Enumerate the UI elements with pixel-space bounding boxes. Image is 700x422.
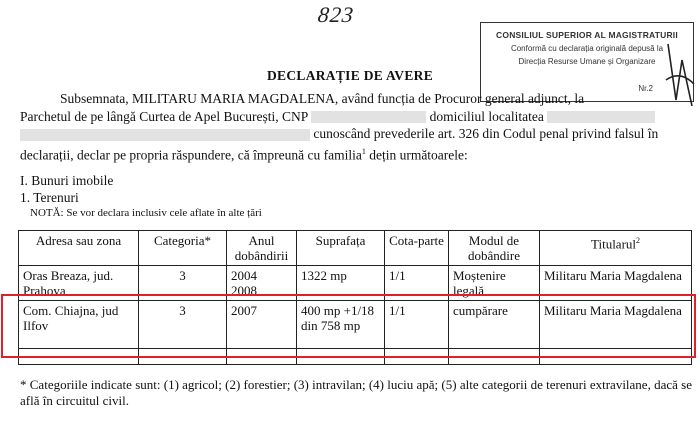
stamp-nr: Nr.2 xyxy=(638,84,653,93)
cell-suprafata: 1322 mp xyxy=(297,266,385,301)
cell-suprafata: 400 mp +1/18 din 758 mp xyxy=(297,301,385,349)
cell-titular: Militaru Maria Magdalena xyxy=(540,301,692,349)
header-cota: Cota-parte xyxy=(385,231,449,266)
intro-line-1: Subsemnata, MILITARU MARIA MAGDALENA, având funcția de Procuror general adjunct, la xyxy=(60,91,585,106)
header-titular-label: Titularul xyxy=(590,236,637,252)
footnote-ref-2: 2 xyxy=(636,236,641,245)
intro-line-4b: dețin următoarele: xyxy=(365,147,468,162)
intro-line-2b: domiciliul localitatea xyxy=(429,108,544,124)
table-header-row xyxy=(19,231,692,266)
cell-categoria: 3 xyxy=(139,266,227,301)
cell-adresa: Com. Chiajna, jud Ilfov xyxy=(19,301,139,349)
cell-adresa: Oras Breaza, jud. Prahova xyxy=(19,266,139,301)
stamp-line-3: Direcția Resurse Umane și Organizare xyxy=(518,57,656,66)
intro-line-3 xyxy=(20,125,692,143)
intro-line-4 xyxy=(20,143,692,164)
page-number: 823 xyxy=(316,2,356,27)
highlight-box xyxy=(1,294,696,358)
declaration-intro xyxy=(20,90,692,222)
redacted-cnp xyxy=(311,111,426,123)
intro-line-2 xyxy=(20,108,692,126)
stamp-line-2: Conformă cu declarația originală depusă la xyxy=(510,44,664,53)
stamp-line-1: CONSILIUL SUPERIOR AL MAGISTRATURII xyxy=(496,30,678,40)
cell-titular: Militaru Maria Magdalena xyxy=(540,266,692,301)
nota: NOTĂ: Se vor declara inclusiv cele aflate în alte țări xyxy=(30,206,262,219)
redacted-locality xyxy=(547,111,655,123)
redacted-address xyxy=(20,129,310,141)
intro-line-3-text: cunoscând prevederile art. 326 din Codul penal privind falsul în xyxy=(313,126,659,141)
cell-cota: 1/1 xyxy=(385,266,449,301)
cell-anul: 2007 xyxy=(227,301,297,349)
footnote-ref-1: 1 xyxy=(361,146,366,156)
document-title: DECLARAȚIE DE AVERE xyxy=(267,68,433,83)
header-modul: Modul de dobândire xyxy=(449,231,540,266)
section-bunuri-imobile: I. Bunuri imobile xyxy=(20,172,114,188)
header-anul: Anul dobândirii xyxy=(227,231,297,266)
cell-cota: 1/1 xyxy=(385,301,449,349)
section-terenuri: 1. Terenuri xyxy=(20,190,79,205)
header-categoria: Categoria* xyxy=(139,231,227,266)
cell-modul: cumpărare xyxy=(449,301,540,349)
header-suprafata: Suprafața xyxy=(297,231,385,266)
cell-anul: 2004 2008 xyxy=(227,266,297,301)
header-adresa: Adresa sau zona xyxy=(19,231,139,266)
cell-modul: Moștenire legală xyxy=(449,266,540,301)
intro-line-4a: declarații, declar pe propria răspundere, că împreună cu familia xyxy=(20,147,362,162)
header-titular xyxy=(540,231,692,266)
intro-line-2a: Parchetul de pe lângă Curtea de Apel București, CNP xyxy=(20,108,308,124)
cell-categoria: 3 xyxy=(139,301,227,349)
footnote-categories: * Categoriile indicate sunt: (1) agricol; (2) forestier; (3) intravilan; (4) luciu apă; (5) alte categorii de terenuri extravilane, dacă se află în circuitul civil. xyxy=(20,377,692,408)
